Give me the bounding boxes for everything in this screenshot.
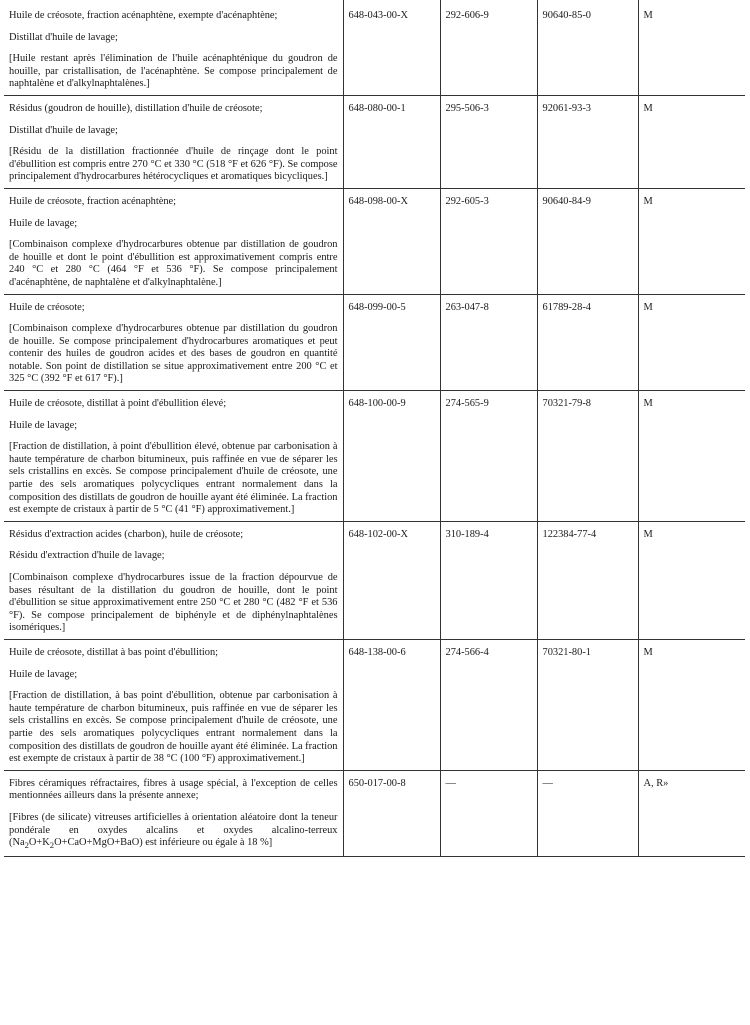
ec-number: —: [440, 770, 537, 856]
substance-description: [Fraction de distillation, à bas point d'ébullition, obtenue par carbonisation à haute température de charbon bitumineux, puis raffinée en vue de séparer les sels cristallins en excès. Se compose principalement d'huile de créosote, une partie des sels aromatiques polycycliques entrant normalement dans la composition des distillats de goudron de houille ayant été éliminée. La fraction est exempte de cristaux à partir de 38 °C (100 °F) approximativement.]: [9, 690, 338, 765]
substance-name-cell: [4, 0, 343, 95]
notes: M: [638, 521, 745, 639]
table-row: [4, 95, 745, 188]
table-row: [4, 188, 745, 294]
cas-number: 92061-93-3: [537, 95, 638, 188]
index-number: 648-080-00-1: [343, 95, 440, 188]
substance-name: Huile de créosote, fraction acénaphtène;: [9, 195, 177, 207]
ec-number: 295-506-3: [440, 95, 537, 188]
substance-synonym: Distillat d'huile de lavage;: [9, 31, 118, 43]
table-row: [4, 521, 745, 639]
substance-name: Huile de créosote;: [9, 301, 85, 313]
table-row: [4, 294, 745, 391]
index-number: 648-102-00-X: [343, 521, 440, 639]
cas-number: 122384-77-4: [537, 521, 638, 639]
substance-synonym: Distillat d'huile de lavage;: [9, 124, 118, 136]
index-number: 648-100-00-9: [343, 391, 440, 522]
table-row: [4, 391, 745, 522]
substance-name-cell: [4, 391, 343, 522]
substance-description: [Fraction de distillation, à point d'ébullition élevé, obtenue par carbonisation à haute température de charbon bitumineux, puis raffinée en vue de séparer les sels cristallins en excès. Se compose principalement d'huile de créosote, une partie des sels aromatiques polycycliques entrant normalement dans la composition des distillats de goudron de houille ayant été éliminée. La fraction est exempte de cristaux à partir de 5 °C (41 °F) approximativement.]: [9, 441, 338, 516]
index-number: 648-099-00-5: [343, 294, 440, 391]
substance-name-cell: [4, 188, 343, 294]
substance-synonym: Huile de lavage;: [9, 668, 78, 680]
cas-number: 70321-80-1: [537, 639, 638, 770]
notes: M: [638, 0, 745, 95]
notes: M: [638, 391, 745, 522]
substance-description: [Résidu de la distillation fractionnée d'huile de rinçage dont le point d'ébullition est compris entre 270 °C et 330 °C (518 °F et 626 °F). Se compose principalement d'hydrocarbures hétérocycliques et aromatiques bicycliques.]: [9, 146, 338, 183]
substance-description: [Fibres (de silicate) vitreuses artificielles à orientation aléatoire dont la teneur pondérale en oxydes alcalins et oxydes alcalino-terreux $(Na_2O+K_2O+CaO+MgO+BaO)$ est inférieure ou égale à 18 %]: [9, 811, 338, 851]
index-number: 648-138-00-6: [343, 639, 440, 770]
table-row: [4, 0, 745, 95]
substance-synonym: Huile de lavage;: [9, 419, 78, 431]
substance-description: [Combinaison complexe d'hydrocarbures issue de la fraction dépourvue de bases résultant de la distillation du goudron de houille, dont le point d'ébullition se situe approximativement entre 250 °C et 280 °C (482 °F et 536 °F). Se compose principalement de biphényle et de diphénylnaphtalènes isomériques.]: [9, 572, 338, 634]
substance-name: Huile de créosote, distillat à bas point d'ébullition;: [9, 646, 219, 658]
substance-name: Résidus d'extraction acides (charbon), huile de créosote;: [9, 528, 244, 540]
notes: M: [638, 294, 745, 391]
cas-number: 90640-84-9: [537, 188, 638, 294]
notes: A, R»: [638, 770, 745, 856]
notes: M: [638, 639, 745, 770]
ec-number: 274-566-4: [440, 639, 537, 770]
notes: M: [638, 188, 745, 294]
substance-synonym: Huile de lavage;: [9, 217, 78, 229]
substance-description: [Combinaison complexe d'hydrocarbures obtenue par distillation du goudron de houille. Se compose principalement d'hydrocarbures aromatiques et peut contenir des huiles de goudron acides et des bases de goudron en quantité notable. Son point de distillation se situe approximativement entre 200 °C et 325 °C (392 °F et 617 °F).]: [9, 323, 338, 385]
substance-synonym: Résidu d'extraction d'huile de lavage;: [9, 550, 165, 562]
substance-name-cell: [4, 770, 343, 856]
substance-name: Huile de créosote, distillat à point d'ébullition élevé;: [9, 398, 227, 410]
cas-number: 70321-79-8: [537, 391, 638, 522]
substance-name: Fibres céramiques réfractaires, fibres à usage spécial, à l'exception de celles mentionnées ailleurs dans la présente annexe;: [9, 777, 338, 802]
substance-description: [Combinaison complexe d'hydrocarbures obtenue par distillation de goudron de houille et dont le point d'ébullition est approximativement compris entre 240 °C et 280 °C (464 °F et 536 °F). Se compose principalement d'acénaphtène, de naphtalène et d'alkylnaphtalène.]: [9, 239, 338, 288]
index-number: 648-098-00-X: [343, 188, 440, 294]
cas-number: 90640-85-0: [537, 0, 638, 95]
cas-number: —: [537, 770, 638, 856]
cas-number: 61789-28-4: [537, 294, 638, 391]
substance-name-cell: [4, 521, 343, 639]
notes: M: [638, 95, 745, 188]
index-number: 650-017-00-8: [343, 770, 440, 856]
substance-name-cell: [4, 639, 343, 770]
substance-description: [Huile restant après l'élimination de l'huile acénaphténique du goudron de houille, par cristallisation, de l'acénaphtène. Se compose principalement de naphtalène et d'alkylnaphtalènes.]: [9, 53, 338, 90]
ec-number: 274-565-9: [440, 391, 537, 522]
table-row: [4, 639, 745, 770]
ec-number: 292-606-9: [440, 0, 537, 95]
substance-table: [4, 0, 745, 857]
substance-name: Résidus (goudron de houille), distillation d'huile de créosote;: [9, 102, 263, 114]
ec-number: 292-605-3: [440, 188, 537, 294]
substance-name-cell: [4, 95, 343, 188]
substance-name-cell: [4, 294, 343, 391]
table-row: [4, 770, 745, 856]
substance-name: Huile de créosote, fraction acénaphtène, exempte d'acénaphtène;: [9, 10, 278, 21]
ec-number: 310-189-4: [440, 521, 537, 639]
index-number: 648-043-00-X: [343, 0, 440, 95]
ec-number: 263-047-8: [440, 294, 537, 391]
